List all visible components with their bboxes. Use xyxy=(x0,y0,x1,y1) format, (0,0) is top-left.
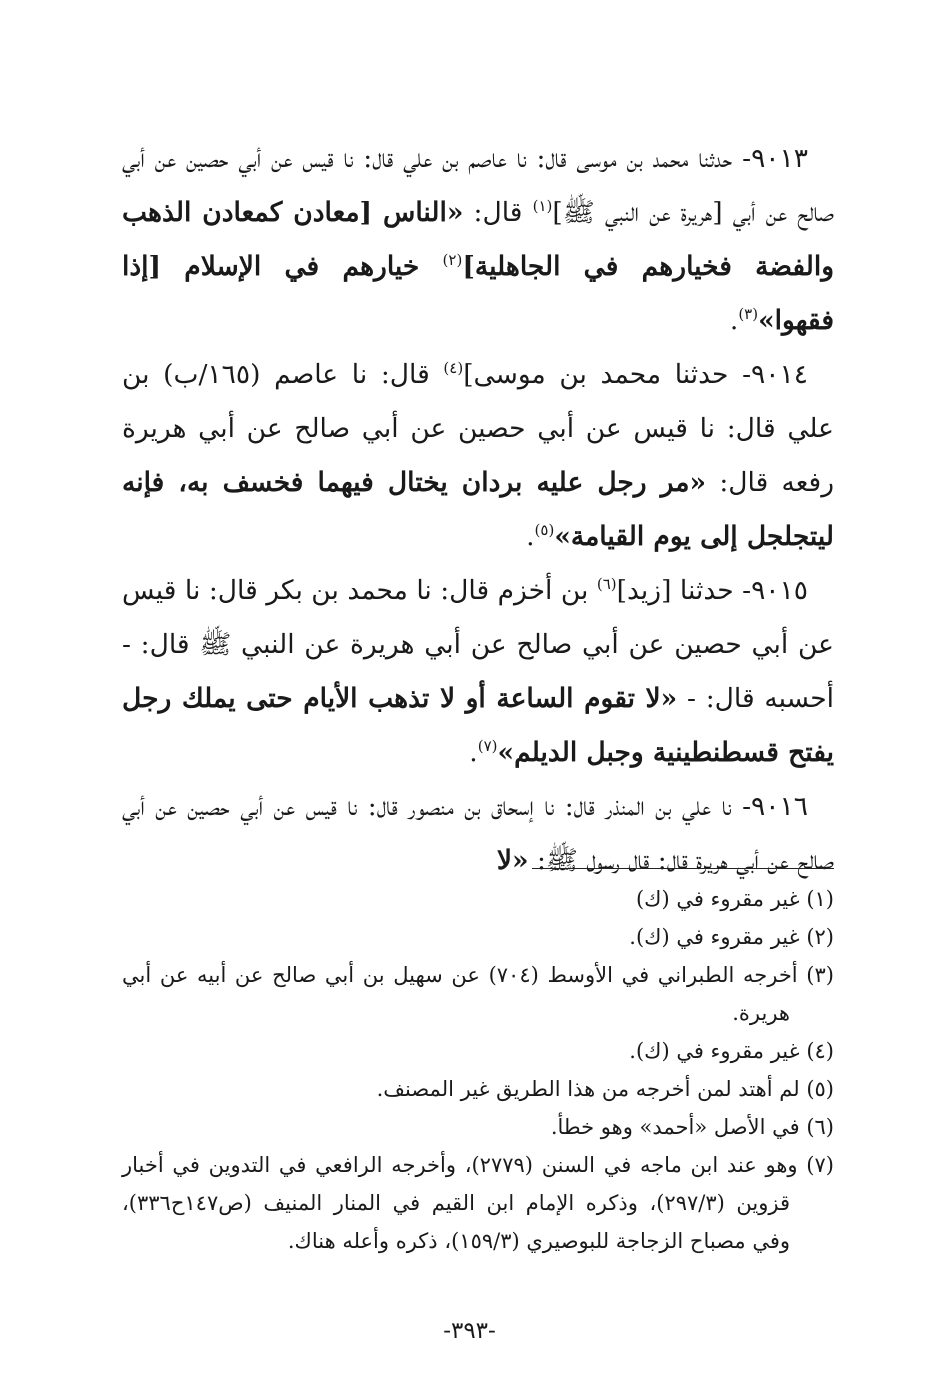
footnote-number: (٧) xyxy=(806,1153,834,1177)
footnote-item xyxy=(122,1032,834,1070)
footnote-separator xyxy=(532,868,834,869)
footnote-number: (٦) xyxy=(806,1115,834,1139)
hadith-isnad: نا علي بن المنذر قال: نا إسحاق بن منصور قال: نا قيس عن أبي حصين عن أبي صالح عن أبي هريرة قال: قال رسول ﷺ: xyxy=(122,791,834,876)
footnote-item xyxy=(122,1070,834,1108)
footnote-number: (١) xyxy=(806,887,834,911)
footnote-text: في الأصل «أحمد» وهو خطأ. xyxy=(550,1115,800,1139)
footnote-text: غير مقروء في (ك). xyxy=(629,1039,800,1063)
footnote-text: غير مقروء في (ك). xyxy=(629,925,800,949)
footnote-item xyxy=(122,956,834,1032)
footnote-marker: (٥) xyxy=(534,521,555,540)
hadith-paragraph xyxy=(122,348,834,564)
hadith-paragraph xyxy=(122,564,834,780)
footnote-text: لم أهتد لمن أخرجه من هذا الطريق غير المصنف. xyxy=(376,1077,800,1101)
hadith-number: ٩٠١٦- xyxy=(742,791,808,822)
footnote-marker: (٢) xyxy=(442,251,463,270)
hadith-matn: «لا تقوم الساعة أو لا تذهب الأيام حتى يملك رجل يفتح قسطنطينية وجبل الديلم» xyxy=(122,683,834,768)
footnote-item xyxy=(122,1146,834,1260)
hadith-number: ٩٠١٣- xyxy=(742,143,808,174)
hadith-isnad: قال: xyxy=(463,197,533,228)
hadith-paragraph xyxy=(122,780,834,888)
footnote-item xyxy=(122,880,834,918)
footnote-number: (٤) xyxy=(806,1039,834,1063)
hadith-isnad: حدثنا [زيد] xyxy=(616,575,734,606)
footnote-marker: (١) xyxy=(532,197,553,216)
hadith-matn: «الناس [معادن كمعادن الذهب والفضة فخيارهم في الجاهلية] xyxy=(122,197,834,282)
footnote-text: أخرجه الطبراني في الأوسط (٧٠٤) عن سهيل بن أبي صالح عن أبيه عن أبي هريرة. xyxy=(122,963,798,1025)
hadith-isnad: . xyxy=(729,305,739,336)
hadith-isnad: حدثنا محمد بن موسى قال: نا عاصم بن علي قال: نا قيس عن أبي حصين عن أبي صالح عن أبي [هريرة عن النبي ﷺ] xyxy=(122,143,834,228)
hadith-number: ٩٠١٤- xyxy=(742,359,808,390)
footnote-text: غير مقروء في (ك) xyxy=(635,887,800,911)
hadith-matn: «مر رجل عليه بردان يختال فيهما فخسف به، فإنه ليتجلجل إلى يوم القيامة» xyxy=(122,467,834,552)
footnote-marker: (٣) xyxy=(738,305,759,324)
footnote-marker: (٧) xyxy=(477,737,498,756)
footnote-number: (٣) xyxy=(806,963,834,987)
footnote-number: (٢) xyxy=(806,925,834,949)
main-text xyxy=(122,132,834,888)
hadith-isnad: قال: نا عاصم (١٦٥/ب) بن علي قال: نا قيس عن أبي حصين عن أبي صالح عن أبي هريرة رفعه قال: xyxy=(122,359,834,498)
footnotes xyxy=(122,880,834,1260)
hadith-isnad: حدثنا محمد بن موسى] xyxy=(463,359,729,390)
hadith-isnad: . xyxy=(526,521,535,552)
footnote-marker: (٦) xyxy=(596,575,617,594)
hadith-matn: خيارهم في الإسلام [إذا فقهوا» xyxy=(122,251,834,336)
hadith-paragraph xyxy=(122,132,834,348)
hadith-matn: «لا xyxy=(496,845,529,876)
footnote-marker: (٤) xyxy=(443,359,464,378)
footnote-item xyxy=(122,918,834,956)
footnote-number: (٥) xyxy=(806,1077,834,1101)
hadith-isnad: بن أخزم قال: نا محمد بن بكر قال: نا قيس عن أبي حصين عن أبي صالح عن أبي هريرة عن النبي ﷺ قال: - أحسبه قال: - xyxy=(122,575,834,714)
hadith-number: ٩٠١٥- xyxy=(742,575,808,606)
hadith-isnad: . xyxy=(469,737,478,768)
footnote-text: وهو عند ابن ماجه في السنن (٢٧٧٩)، وأخرجه الرافعي في التدوين في أخبار قزوين (٢٩٧/٣)، وذكره الإمام ابن القيم في المنار المنيف (ص١٤٧ح٣٣٦)، وفي مصباح الزجاجة للبوصيري (١٥٩/٣)، ذكره وأعله هناك. xyxy=(122,1153,798,1253)
footnote-item xyxy=(122,1108,834,1146)
page-number: -٣٩٣- xyxy=(443,1318,496,1344)
